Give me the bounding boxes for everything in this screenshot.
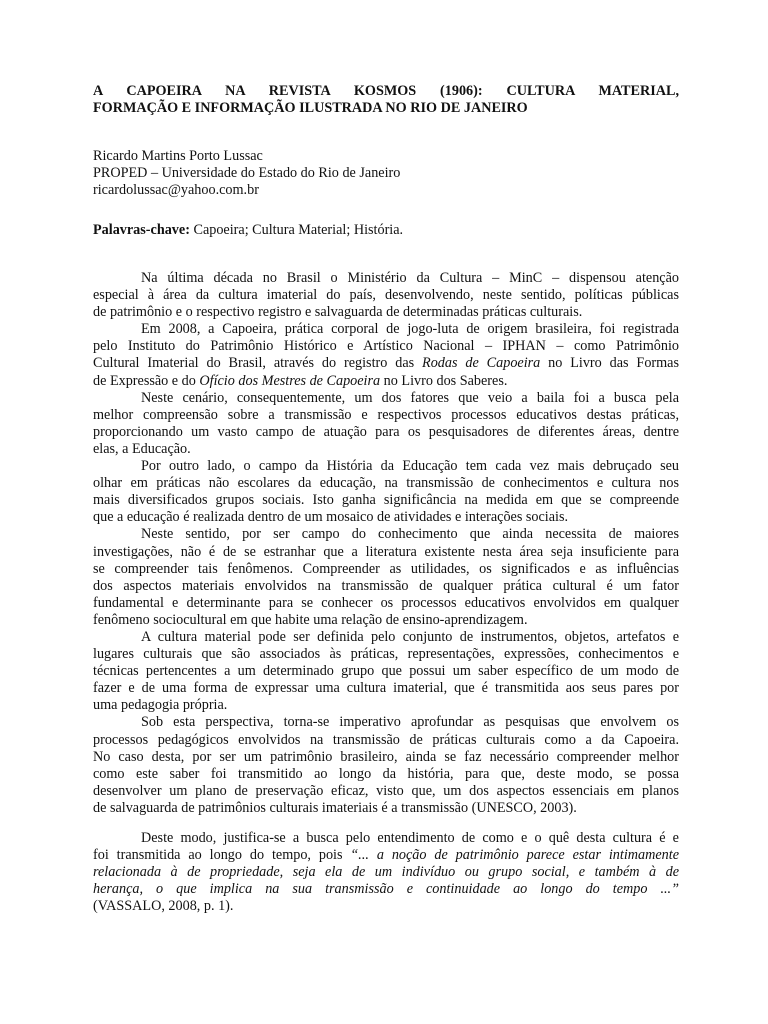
paragraph-line: fenômeno sociocultural em que habite uma relação de ensino-aprendizagem. — [93, 611, 528, 628]
italic-term: Rodas de Capoeira — [422, 355, 541, 372]
author-name: Ricardo Martins Porto Lussac — [93, 148, 263, 164]
paragraph-line: Neste sentido, por ser campo do conhecimento que ainda necessita de maiores — [141, 526, 679, 543]
paragraph-line: olhar em práticas não escolares da educação, na transmissão de conhecimentos e cultura nos — [93, 475, 679, 492]
text-segment: de Expressão e do — [93, 372, 200, 389]
paragraph-line-mixed — [93, 355, 679, 372]
italic-term: Ofício dos Mestres de Capoeira — [199, 372, 381, 389]
paragraph-line: lugares culturais que são associados às práticas, representações, expressões, conhecimentos e — [93, 646, 679, 663]
quote-line — [93, 881, 679, 898]
text-segment: Cultural Imaterial do Brasil, através do registro das — [93, 355, 423, 372]
title-line-1: A CAPOEIRA NA REVISTA KOSMOS (1906): CULTURA MATERIAL, — [93, 83, 679, 99]
document-body — [93, 270, 679, 915]
paragraph-line: se compreender tais fenômenos. Compreender as utilidades, os significados e as influências — [93, 560, 679, 577]
paragraph-line: de patrimônio e o respectivo registro e salvaguarda de determinadas práticas culturais. — [93, 304, 583, 321]
paragraph-line: especial à área da cultura imaterial do país, desenvolvendo, neste sentido, políticas públicas — [93, 287, 679, 304]
text-segment: no Livro das Formas — [540, 355, 679, 372]
paragraph-7 — [93, 714, 679, 817]
paragraph-5 — [93, 526, 679, 629]
document-page — [93, 83, 679, 915]
quote-segment: relacionada à de propriedade, seja ela de um indivíduo ou grupo social, e também à de — [93, 864, 679, 881]
quote-line — [93, 864, 679, 881]
paragraph-line-mixed — [93, 373, 679, 390]
paragraph-line: No caso desta, por ser um patrimônio brasileiro, ainda se faz necessário compreender melhor — [93, 748, 679, 765]
paragraph-4 — [93, 458, 679, 526]
quote-segment: herança, o que implica na sua transmissão e continuidade ao longo do tempo ...” — [93, 881, 679, 898]
paragraph-line: uma pedagogia própria. — [93, 697, 228, 714]
paragraph-line: proporcionando um vasto campo de atuação para os pesquisadores de diferentes áreas, dentre — [93, 423, 679, 440]
paragraph-line-mixed — [93, 847, 679, 864]
paragraph-line: de salvaguarda de patrimônios culturais imateriais é a transmissão (UNESCO, 2003). — [93, 799, 577, 816]
citation-line: (VASSALO, 2008, p. 1). — [93, 898, 234, 915]
title-line-2: FORMAÇÃO E INFORMAÇÃO ILUSTRADA NO RIO DE JANEIRO — [93, 100, 528, 116]
paragraph-line: fundamental e determinante para se conhecer os processos educativos envolvidos em qualquer — [93, 594, 679, 611]
text-segment: no Livro dos Saberes. — [380, 372, 508, 389]
keywords-label: Palavras-chave: — [93, 222, 190, 238]
paragraph-line: pelo Instituto do Patrimônio Histórico e Artístico Nacional – IPHAN – como Patrimônio — [93, 338, 679, 355]
paragraph-line: como este saber foi transmitido ao longo da história, para que, deste modo, se possa — [93, 765, 679, 782]
author-email: ricardolussac@yahoo.com.br — [93, 182, 259, 198]
keywords-value: Capoeira; Cultura Material; História. — [189, 222, 404, 238]
paragraph-line: Sob esta perspectiva, torna-se imperativo aprofundar as pesquisas que envolvem os — [141, 714, 679, 731]
paragraph-line: Na última década no Brasil o Ministério da Cultura – MinC – dispensou atenção — [141, 270, 679, 286]
paragraph-line: que a educação é realizada dentro de um mosaico de atividades e interações sociais. — [93, 509, 569, 526]
paragraph-line: desenvolver um plano de preservação eficaz, visto que, um dos aspectos essenciais em planos — [93, 782, 679, 799]
paragraph-line: Neste cenário, consequentemente, um dos fatores que veio a baila foi a busca pela — [141, 389, 679, 406]
paragraph-2 — [93, 321, 679, 389]
keywords-line — [93, 222, 679, 239]
author-affiliation: PROPED – Universidade do Estado do Rio de Janeiro — [93, 165, 401, 181]
paragraph-3 — [93, 390, 679, 458]
paragraph-line: processos pedagógicos envolvidos na transmissão de práticas culturais como a da Capoeira. — [93, 731, 679, 748]
paragraph-line: técnicas pertencentes a um determinado grupo que possui um saber específico de um modo de — [93, 663, 679, 680]
paragraph-line: Deste modo, justifica-se a busca pelo entendimento de como e o quê desta cultura é e — [141, 830, 679, 846]
paragraph-line: dos aspectos materiais envolvidos na transmissão de qualquer prática cultural é um fator — [93, 577, 679, 594]
paragraph-line: elas, a Educação. — [93, 440, 191, 457]
paragraph-line: fazer e de uma forma de expressar uma cultura imaterial, que é transmitida aos seus pares por — [93, 680, 679, 697]
paragraph-1 — [93, 270, 679, 321]
paragraph-line: Em 2008, a Capoeira, prática corporal de jogo-luta de origem brasileira, foi registrada — [141, 321, 679, 338]
author-block — [93, 148, 679, 199]
paragraph-line: Por outro lado, o campo da História da Educação tem cada vez mais debruçado seu — [141, 458, 679, 475]
paragraph-line: A cultura material pode ser definida pelo conjunto de instrumentos, objetos, artefatos e — [141, 628, 679, 645]
text-segment: foi transmitida ao longo do tempo, pois — [93, 847, 351, 864]
paragraph-6 — [93, 629, 679, 714]
paragraph-line: melhor compreensão sobre a transmissão e respectivos processos educativos destas práticas, — [93, 406, 679, 423]
document-title — [93, 83, 679, 117]
paragraph-line: investigações, não é de se estranhar que a literatura existente nesta área seja insuficiente para — [93, 543, 679, 560]
paragraph-line: mais diversificados grupos sociais. Isto ganha significância na medida em que se compreende — [93, 492, 679, 509]
quote-segment: “... a noção de patrimônio parece estar intimamente — [350, 847, 679, 864]
paragraph-8 — [93, 830, 679, 915]
